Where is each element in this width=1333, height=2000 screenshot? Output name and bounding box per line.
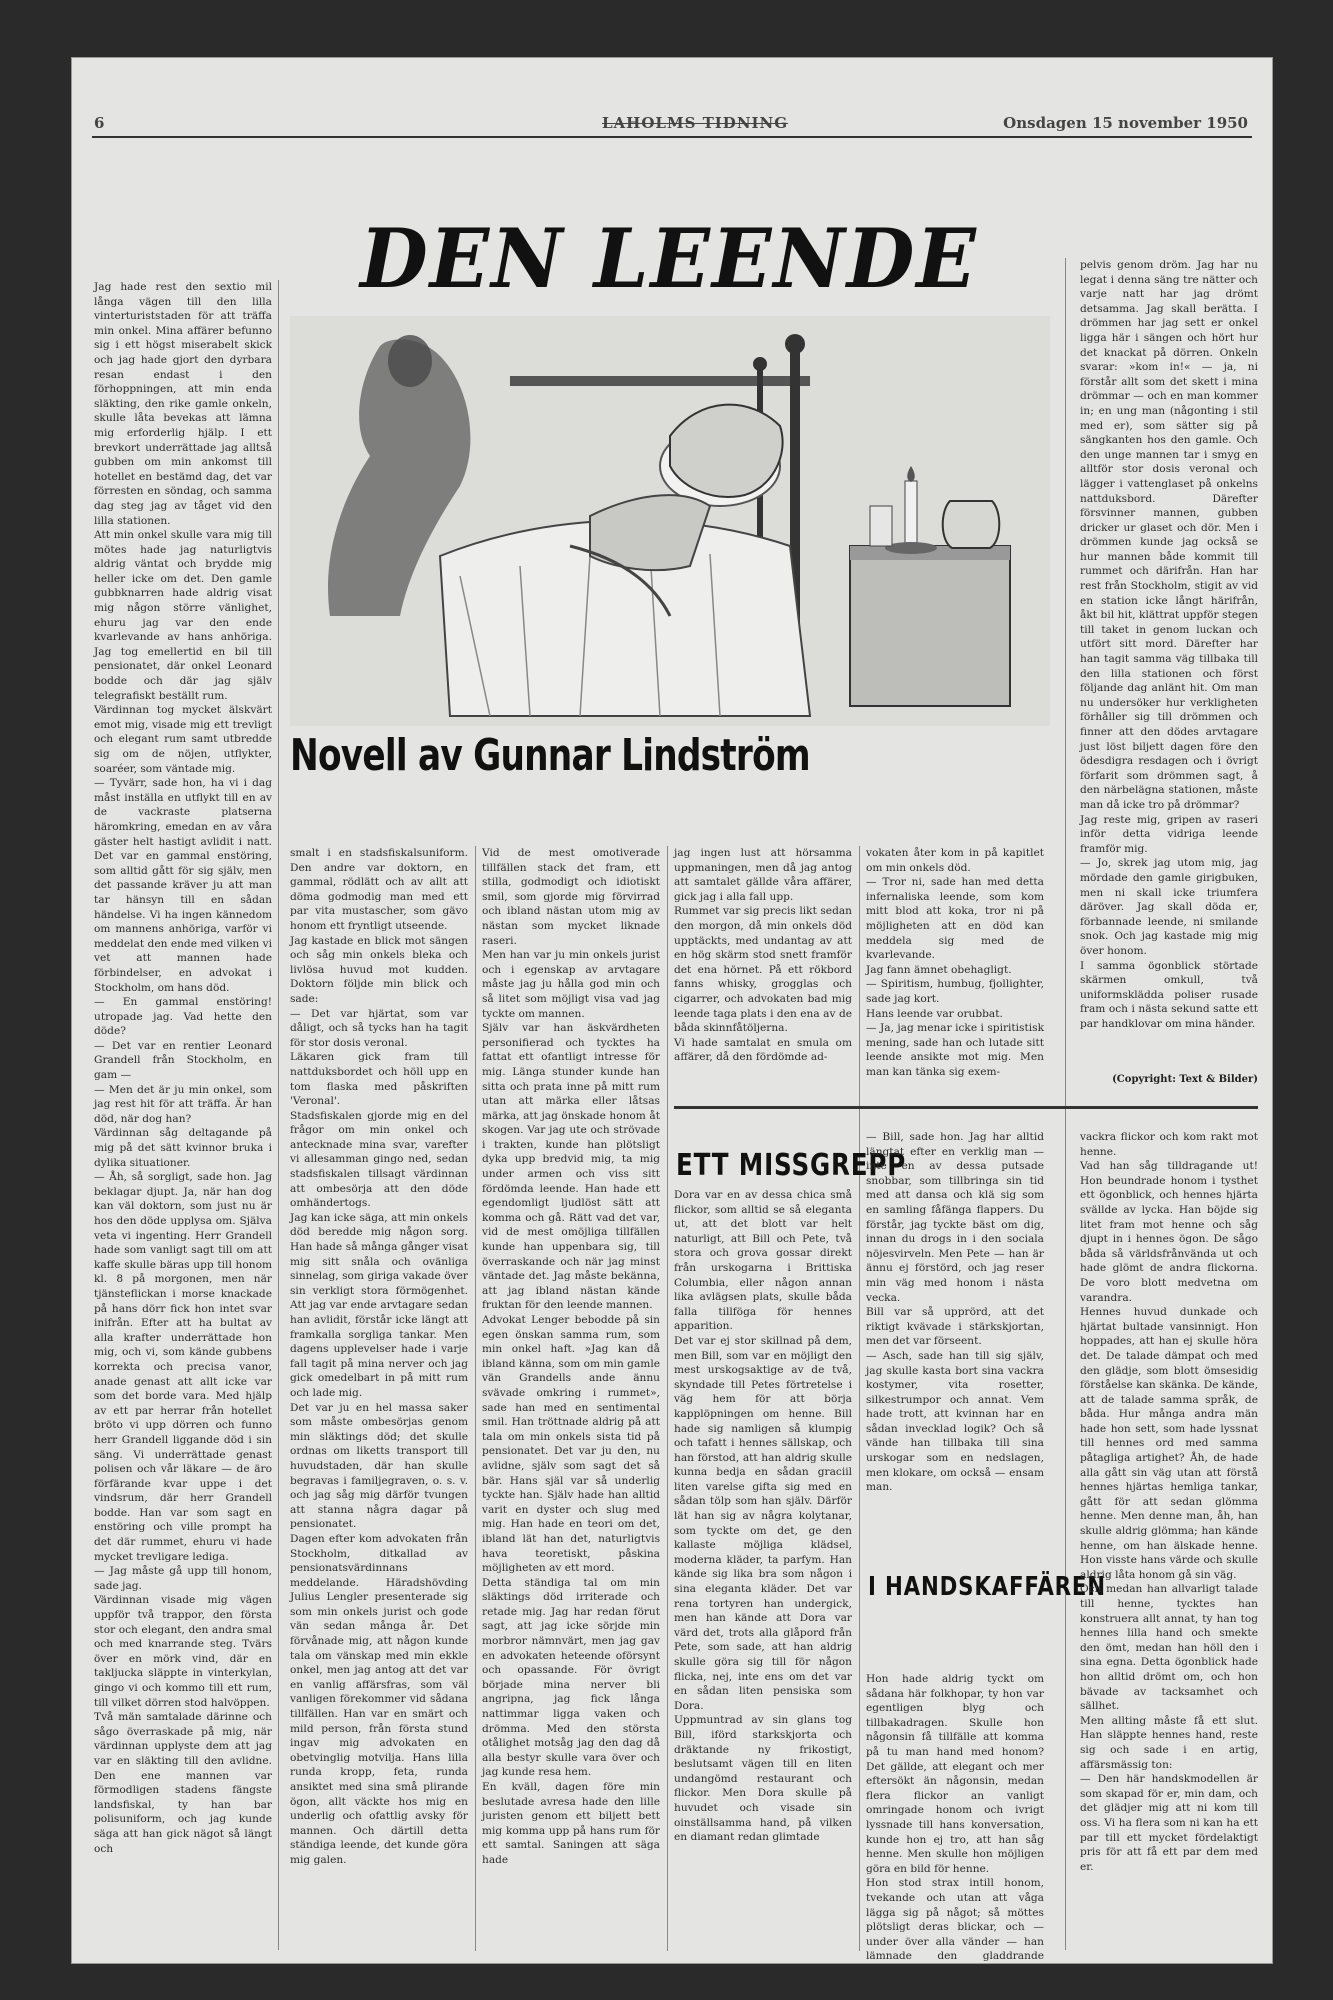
story-title: DEN LEENDE	[360, 211, 978, 307]
story-column-bottom-3: jag ingen lust att hörsamma uppmaningen, men då jag antog att samtalet gällde våra affärer, gick jag i alla fall upp. Rummet var sig precis likt sedan den morgon, då min onkels död upptäckts, med undantag av att en hög skärm stod snett framför det ena hörnet. På ett rökbord fanns whisky, grogglas och cigarrer, och advokaten bad mig leende taga plats i den ena av de båda skinnfåtöljerna. Vi hade samtalat en smula om affärer, då den fördömde ad-	[674, 847, 852, 1064]
handskaffaren-title: I HANDSKAFFÄREN	[868, 1572, 1106, 1602]
missgrepp-title: ETT MISSGREPP	[676, 1148, 907, 1183]
missgrepp-column-1: Dora var en av dessa chica små flickor, som alltid se så eleganta ut, att det blott var helt naturligt, att Bill och Pete, två stora och grova gossar direkt från urskogarna i Brittiska Columbia, eller någon annan lika avlägsen plats, skulle båda falla tillföga för hennes apparition. Det var ej stor skillnad på dem, men Bill, som var en möjligt den mest urskogsaktige av de två, skyndade till Petes förtretelse i väg hem för att börja kapplöpningen om henne. Bill hade sig namligen så klumpig och tafatt i hennes sällskap, och han förstod, att han aldrig skulle kunna bedja en sådan graciil liten varelse gifta sig med en sådan tölp som han själv. Därför lät han sig av några kolytanar, som tyckte om det, ge den kallaste möjliga klädsel, moderna kläder, ta parfym. Han kände sig lika bra som någon i sina eleganta kläder. Det var rena tortyren han undergick, men han kände att Dora var värd det, trots alla glåpord från Pete, som sade, att han aldrig skulle göra sig till för någon flicka, nej, inte ens om det var en sådan liten pensiska som Dora. Uppmuntrad av sin glans tog Bill, iförd starkskjorta och dräktande ny frikostigt, beslutsamt vägen till en liten undangömd restaurant och flickor. Men Dora skulle på huvudet och visade sin oinställsamma hand, på vilken en diamant redan glimtade	[674, 1189, 852, 1844]
issue-date: Onsdagen 15 november 1950	[1003, 114, 1248, 132]
section-rule	[674, 1106, 1258, 1109]
story-column-bottom-2: Vid de mest omotiverade tillfällen stack det fram, ett stilla, godmodigt och idiotiskt smil, som gjorde mig förvirrad och ibland nästan utom mig av nästan som mycket liknade raseri. Men han var ju min onkels jurist och i egenskap av arvtagare måste jag ju hålla god min och så litet som möjligt visa vad jag tyckte om mannen. Själv var han äskvärdheten personifierad och tycktes ha fattat ett ofantligt intresse för mig. Länga stunder kunde han sitta och prata inne på mitt rum utan att märka eller låtsas märka, att jag önskade honom åt skogen. Var jag ute och strövade i trakten, kunde han plötsligt dyka upp bredvid mig, ta mig under armen och viss sitt fördömda leende. Han hade ett egendomligt ljudlöst sätt att komma och gå. Rätt vad det var, vid de mest omöjliga tillfällen kunde han uppenbara sig, till överraskande och när jag minst väntade det. Jag måste bekänna, att jag ibland nästan kände fruktan för den leende mannen. Advokat Lenger bebodde på sin egen önskan samma rum, som min onkel haft. »Jag kan då ibland känna, som om min gamle vän Grandells ande ännu svävade omkring i rummet», sade han med en sentimental smil. Han tröttnade aldrig på att tala om min onkels sista tid på pensionatet. Det var ju den, nu avlidne, själv som sagt det så bär. Hans själ var så underlig tyckte han. Själv hade han alltid varit en dyster och slug med mig. Han hade en teori om det, ibland lät han det, naturligtvis hava teoretiskt, påskina möjligheten av ett mord. Detta ständiga tal om min släktings död irriterade och retade mig. Jag har redan förut sagt, att jag icke sörjde min morbror nämnvärt, men jag gav en advokaten heteende oförsynt och opassande. För övrigt började mina nerver bli angripna, jag fick långa nattimmar ligga vaken och drömma. Med den största otålighet motsåg jag den dag då alla bestyr skulle vara över och jag kunde resa hem. En kväll, dagen före min beslutade avresa hade den lille juristen genom ett biljett bett mig komma upp på hans rum för ett samtal. Saningen att säga hade	[482, 847, 660, 1866]
column-divider	[475, 846, 476, 1951]
header-rule	[92, 136, 1252, 138]
copyright-note: (Copyright: Text & Bilder)	[1112, 1074, 1258, 1085]
story-column-right: pelvis genom dröm. Jag har nu legat i denna säng tre nätter och varje natt har jag drömt detsamma. Jag skall berätta. I drömmen har jag sett er onkel ligga här i sängen och hört hur det knackat på dörren. Onkeln svarar: »kom in!« — ja, ni förstår allt som det skett i mina drömmar — och en man kommer in; en ung man (någonting i stil med er), som sätter sig på sängkanten hos den gamle. Och den unge mannen tar i smyg en alltför stor dosis veronal och lägger i vattenglaset på onkelns nattduksbord. Därefter försvinner mannen, gubben dricker ur glaset och dör. Men i drömmen kunde jag också se hur mannen både kommit till rummet och därifrån. Han har rest från Stockholm, stigit av vid en station icke långt härifrån, åkt bil hit, klättrat uppför stegen till taket in genom luckan och utfört sitt mord. Därefter har han tagit samma väg tillbaka till den lilla stationen och först följande dag anlänt hit. Om man nu undersöker hur verkligheten förhåller sig till drömmen och finner att den dödes arvtagare just löst biljett dagen före den ödesdigra resdagen och i övrigt förfarit som drömmen sagt, å den närbelägna stationen, måste man då icke tro på drömmar? Jag reste mig, gripen av raseri inför detta vidriga leende framför mig. — Jo, skrek jag utom mig, jag mördade den gamle girigbuken, men ni skall icke triumfera däröver. Jag skall döda er, förbannade leende, ni smilande snok. Och jag kastade mig mig över honom. I samma ögonblick störtade skärmen omkull, två uniformsklädda poliser rusade fram och i nästa sekund satte ett par handklovar om mina händer.	[1080, 259, 1258, 1030]
column-divider	[859, 846, 860, 1951]
story-byline: Novell av Gunnar Lindström	[290, 730, 810, 781]
newspaper-page	[72, 58, 1272, 1977]
column-divider	[667, 846, 668, 1951]
page-number: 6	[94, 114, 105, 132]
story-column-left: Jag hade rest den sextio mil långa vägen till den lilla vinterturiststaden för att träffa min onkel. Mina affärer befunno sig i ett högst miserabelt skick och jag hade gjort den dyrbara resan endast i den förhoppningen, att min enda släkting, den rike gamle onkeln, skulle låta bevekas att lämna mig erforderlig hjälp. I ett brevkort underrättade jag alltså gubben om min ankomst till hotellet en bestämd dag, det var förresten en söndag, och samma dag steg jag av tåget vid den lilla stationen. Att min onkel skulle vara mig till mötes hade jag naturligtvis aldrig väntat och brydde mig heller icke om det. Den gamle gubbknarren hade aldrig visat mig någon större vänlighet, ehuru jag var den ende kvarlevande av hans anhöriga. Jag tog emellertid en bil till pensionatet, där onkel Leonard bodde och där jag själv telegrafiskt beställt rum. Värdinnan tog mycket älskvärt emot mig, visade mig ett trevligt och elegant rum samt utbredde sig om de nöjen, utflykter, soaréer, som väntade mig. — Tyvärr, sade hon, ha vi i dag måst inställa en utflykt till en av de vackraste platserna häromkring, emedan en av våra gäster helt hastigt avlidit i natt. Det var en gammal enstöring, som alltid gått för sig själv, men det passande kräver ju att man tar hänsyn till en sådan händelse. Vi ha ingen kännedom om mannens anhöriga, varför vi meddelat den ende med vilken vi vet att mannen hade förbindelser, en advokat i Stockholm, om hans död. — En gammal enstöring! utropade jag. Vad hette den döde? — Det var en rentier Leonard Grandell från Stockholm, en gam — — Men det är ju min onkel, som jag rest hit för att träffa. Är han död, när dog han? Värdinnan såg deltagande på mig på det sätt kvinnor bruka i dylika situationer. — Åh, så sorgligt, sade hon. Jag beklagar djupt. Ja, när han dog kan väl doktorn, som just nu är hos den döde upplysa om. Själva veta vi ingenting. Herr Grandell hade som vanligt sagt till om att kaffe skulle bäras upp till honom kl. 8 på morgonen, men när tjänsteflickan i morse knackade på hans dörr fick hon intet svar inifrån. Efter att ha bultat av alla krafter underrättade hon mig, och vi, som kände gubbens korrekta och precisa vanor, anade genast att allt icke var som det borde vara. Med hjälp av ett par herrar från hotellet bröto vi upp dörren och funno herr Grandell liggande död i sin säng. Vi underrättade genast polisen och vår läkare — de äro förfärande kvar uppe i det vindsrum, där herr Grandell bodde. Han var som sagt en enstöring och ville prompt ha det där rummet, ehuru vi hade mycket trevligare lediga. — Jag måste gå upp till honom, sade jag. Värdinnan visade mig vägen uppför två trappor, den första stor och elegant, den andra smal och med knarrande steg. Tvärs över en mörk vind, där en takljucka släppte in vinterkylan, gingo vi och kommo till ett rum, till vilket dörren stod halvöppen. Två män samtalade därinne och sågo överraskade på mig, när värdinnan upplyste dem att jag var en släkting till den avlidne. Den ene mannen var förmodligen stadens fängste landsfiskal, ty han bar polisuniform, och jag kunde säga att han gick nägot så längt och	[94, 281, 272, 1855]
column-divider	[1065, 258, 1066, 1950]
missgrepp-column-2: — Bill, sade hon. Jag har alltid längtat efter en verklig man — inte en av dessa putsade snobbar, som tillbringa sin tid med att dansa och klä sig som en samling fåfänga flappers. Du förstår, jag tyckte bäst om dig, innan du drogs in i den sociala nöjesvirveln. Men Pete — han är ännu ej förstörd, och jag reser min väg med honom i nästa vecka. Bill var så upprörd, att det riktigt kvävade i stärkskjortan, men det var förseent. — Asch, sade han till sig själv, jag skulle kasta bort sina vackra kostymer, vita rosetter, silkestrumpor och annat. Vem hade trott, att kvinnan har en sådan invecklad logik? Och så vände han tillbaka till sina urskogar som en nedslagen, men klokare, om också — ensam man.	[866, 1131, 1044, 1494]
handskaffaren-column-1: Hon hade aldrig tyckt om sådana här folkhopar, ty hon var egentligen blyg och tillbakadragen. Skulle hon någonsin få tillfälle att komma på tu man hand med honom? Det gällde, att elegant och mer eftersökt än någonsin, medan flera flickor an vanligt omringade honom och ivrigt lyssnade till hans konversation, kunde hon ej tro, att han såg henne. Men skulle hon möjligen göra en bild för henne. Hon stod strax intill honom, tvekande och utan att våga lägga sig på något; så möttes plötsligt deras blickar, och — under över alla vänder — han lämnade den gladdrande skocken av	[866, 1673, 1044, 1977]
bedridden-man-illustration	[290, 316, 1050, 726]
story-column-bottom-1: smalt i en stadsfiskalsuniform. Den andre var doktorn, en gammal, rödlätt och av allt att döma godmodig man med ett par vita mustascher, som gävo honom ett fryntligt utseende. Jag kastade en blick mot sängen och såg min onkels bleka och livlösa huvud mot kudden. Doktorn följde min blick och sade: — Det var hjärtat, som var dåligt, och så tycks han ha tagit för stor dosis veronal. Läkaren gick fram till nattduksbordet och höll upp en tom flaska med påskriften 'Veronal'. Stadsfiskalen gjorde mig en del frågor om min onkel och antecknade mina svar, varefter vi allesamman gingo ned, sedan stadsfiskalen tillsagt värdinnan att ombesörja att den döde omhändertogs. Jag kan icke säga, att min onkels död beredde mig någon sorg. Han hade så många gånger visat mig sitt snåla och ovänliga sinnelag, som giriga vakade över sin verkligt stora förmögenhet. Att jag var ende arvtagare sedan han avlidit, förstår icke längt att framkalla sorgliga tankar. Men dagens upplevelser hade i varje fall tagit på mina nerver och jag gick omedelbart in på mitt rum och lade mig. Det var ju en hel massa saker som måste ombesörjas genom min släktings död; det skulle ordnas om liketts transport till huvudstaden, där han skulle begravas i familjegraven, o. s. v. och jag såg mig därför tvungen att stanna några dagar på pensionatet. Dagen efter kom advokaten från Stockholm, ditkallad av pensionatsvärdinnans meddelande. Häradshövding Julius Lengler presenterade sig som min onkels jurist och gode vän sedan många år. Det förvånade mig, att någon kunde tala om vänskap med min ekkle onkel, men jag antog att det var en vanlig affärsfras, som väl vanligen förekommer vid sådana tillfällen. Han var en smärt och mild person, från första stund ingav mig advokaten en obetvinglig motvilja. Hans lilla runda kropp, feta, runda ansiktet med sina små plirande ögon, allt väckte hos mig en underlig och ofattlig avsky för mannen. Och därtill detta ständiga leende, det kunde göra mig galen.	[290, 847, 468, 1866]
column-divider	[278, 280, 279, 1950]
paper-name: LAHOLMS TIDNING	[602, 114, 789, 132]
story-column-bottom-4: vokaten åter kom in på kapitlet om min onkels död. — Tror ni, sade han med detta infernaliska leende, som kom mitt blod att koka, tror ni på möjligheten att en död kan meddela sig med de kvarlevande. Jag fann ämnet obehagligt. — Spiritism, humbug, fjollighter, sade jag kort. Hans leende var orubbat. — Ja, jag menar icke i spiritistisk mening, sade han och lutade sitt leende ansikte mot mig. Men man kan tänka sig exem-	[866, 847, 1044, 1078]
handskaffaren-column-2: vackra flickor och kom rakt mot henne. Vad han såg tilldragande ut! Hon beundrade honom i tysthet ett ögonblick, och hennes hjärta svällde av lycka. Han böjde sig litet fram mot henne och såg djupt in i hennes ögon. De sågo båda så världsfrånvända ut och hade glömt de andra flickorna. De voro blott medvetna om varandra. Hennes huvud dunkade och hjärtat bultade vansinnigt. Hon hoppades, att han ej skulle höra det. De talade dämpat och med den glädje, som blott ömsesidig förståelse kan skänka. De kände, att de talade samma språk, de båda. Hur många andra män hade hon sett, som hade lyssnat till hennes ord med samma påtagliga artighet? Åh, de hade alla gått sin väg utan att förstå hennes hjärtas hemliga tankar, gått för att sedan glömma henne. Men denne man, åh, han skulle aldrig glömma; han kände henne, om han älskade henne. Hon visste hans värde och skulle aldrig låta honom gå sin väg. Och medan han allvarligt talade till henne, tycktes han konstruera allt annat, ty han tog hennes lilla hand och smekte den ömt, medan han höll den i sina egna. Detta ögonblick hade hon alltid drömt om, och hon bävade av tacksamhet och sällhet. Men allting måste få ett slut. Han släppte hennes hand, reste sig och sade i en artig, affärsmässig ton: — Den här handskmodellen är som skapad för er, min dam, och det glädjer mig att ni kom till oss. Vi ha flera som ni kan ha ett par till ett mycket fördelaktigt pris för att få ett par dem med er.	[1080, 1131, 1258, 1873]
